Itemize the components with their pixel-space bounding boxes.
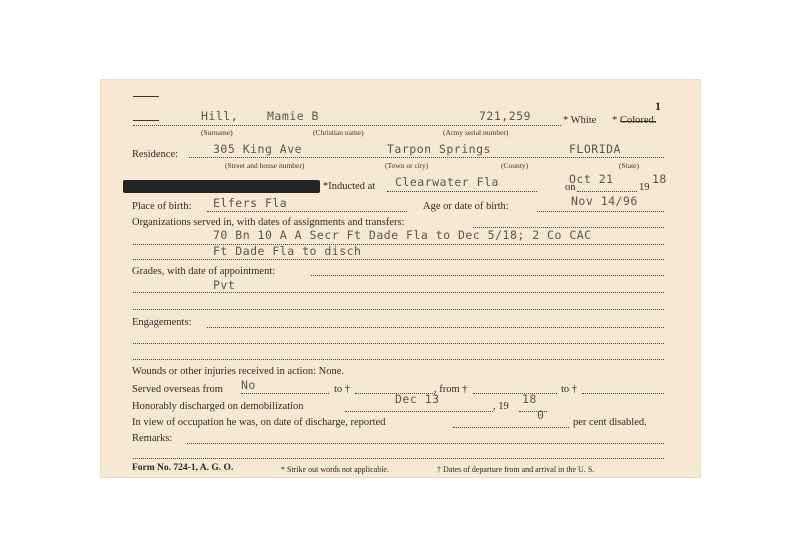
inducted-year-value: 18 (652, 172, 667, 186)
residence-line (189, 157, 664, 158)
inducted-date-line (577, 191, 637, 192)
grades-line (133, 309, 664, 310)
card-number: 1 (655, 99, 661, 113)
top-rule (133, 96, 159, 97)
from-label: , from † (434, 384, 468, 395)
discharge-year-value: 18 (522, 392, 537, 406)
service-record-card (101, 80, 700, 477)
age-dob-label: Age or date of birth: (423, 201, 509, 212)
inducted-place-value: Clearwater Fla (395, 175, 499, 189)
engagements-label: Engagements: (132, 317, 192, 328)
overseas-line (582, 393, 664, 394)
residence-town-value: Tarpon Springs (387, 142, 491, 156)
birth-place-line (207, 211, 407, 212)
christian-name-value: Mamie B (267, 109, 319, 123)
inducted-date-value: Oct 21 (569, 172, 614, 186)
engagements-line (133, 343, 664, 344)
residence-state-value: FLORIDA (569, 142, 621, 156)
form-number: Form No. 724-1, A. G. O. (132, 463, 234, 473)
on-label: on (565, 182, 576, 193)
percent-value: 0 (537, 408, 545, 422)
serial-number-value: 721,259 (479, 109, 531, 123)
remarks-line (133, 458, 664, 459)
organizations-line (133, 259, 664, 260)
percent-disabled-label: per cent disabled. (573, 417, 647, 428)
discharge-year-prefix: , 19 (493, 401, 509, 412)
inducted-line (387, 191, 537, 192)
percent-line (453, 427, 569, 428)
town-label: (Town or city) (385, 161, 429, 170)
overseas-line (473, 393, 557, 394)
serial-label: (Army serial number) (443, 128, 509, 137)
dob-line (537, 211, 664, 212)
residence-street-value: 305 King Ave (213, 142, 303, 156)
organizations-value-line2: Ft Dade Fla to disch (213, 244, 362, 258)
discharge-line (345, 411, 493, 412)
honorably-discharged-label: Honorably discharged on demobilization (132, 401, 304, 412)
overseas-line (241, 393, 329, 394)
remarks-line (187, 443, 664, 444)
race-white: * White (563, 115, 597, 126)
place-of-birth-value: Elfers Fla (213, 196, 288, 210)
footnote-strike: * Strike out words not applicable. (281, 465, 389, 474)
redaction-bar (123, 180, 320, 193)
inducted-year-prefix: 19 (639, 182, 650, 193)
grades-line (133, 292, 664, 293)
to-label-1: to † (334, 384, 351, 395)
occupation-label: In view of occupation he was, on date of discharge, reported (132, 417, 386, 428)
residence-label: Residence: (132, 149, 179, 160)
county-label: (County) (501, 161, 529, 170)
discharge-date-value: Dec 13 (395, 392, 440, 406)
top-rule (133, 120, 159, 121)
race-colored-prefix: * (612, 115, 618, 126)
grades-line (311, 275, 664, 276)
place-of-birth-label: Place of birth: (132, 201, 192, 212)
date-of-birth-value: Nov 14/96 (571, 194, 638, 208)
street-label: (Street and house number) (225, 161, 305, 170)
footnote-dates: † Dates of departure from and arrival in the U. S. (437, 465, 595, 474)
grade-value: Pvt (213, 278, 236, 292)
overseas-from-value: No (241, 378, 256, 392)
inducted-at-label: *Inducted at (323, 181, 376, 192)
christian-name-label: (Christian name) (313, 128, 364, 137)
name-line (133, 125, 561, 126)
grades-label: Grades, with date of appointment: (132, 266, 276, 277)
surname-label: (Surname) (201, 128, 233, 137)
remarks-label: Remarks: (132, 433, 173, 444)
wounds-label: Wounds or other injuries received in action: None. (132, 366, 345, 377)
engagements-line (207, 327, 664, 328)
organizations-label: Organizations served in, with dates of assignments and transfers: (132, 217, 405, 228)
state-label: (State) (619, 161, 639, 170)
organizations-value-line1: 70 Bn 10 A A Secr Ft Dade Fla to Dec 5/18; 2 Co CAC (213, 228, 592, 242)
surname-value: Hill, (201, 109, 239, 123)
engagements-line (133, 359, 664, 360)
to-label-2: to † (561, 384, 578, 395)
race-colored-struck: Colored. (620, 115, 657, 126)
served-overseas-label: Served overseas from (132, 384, 223, 395)
